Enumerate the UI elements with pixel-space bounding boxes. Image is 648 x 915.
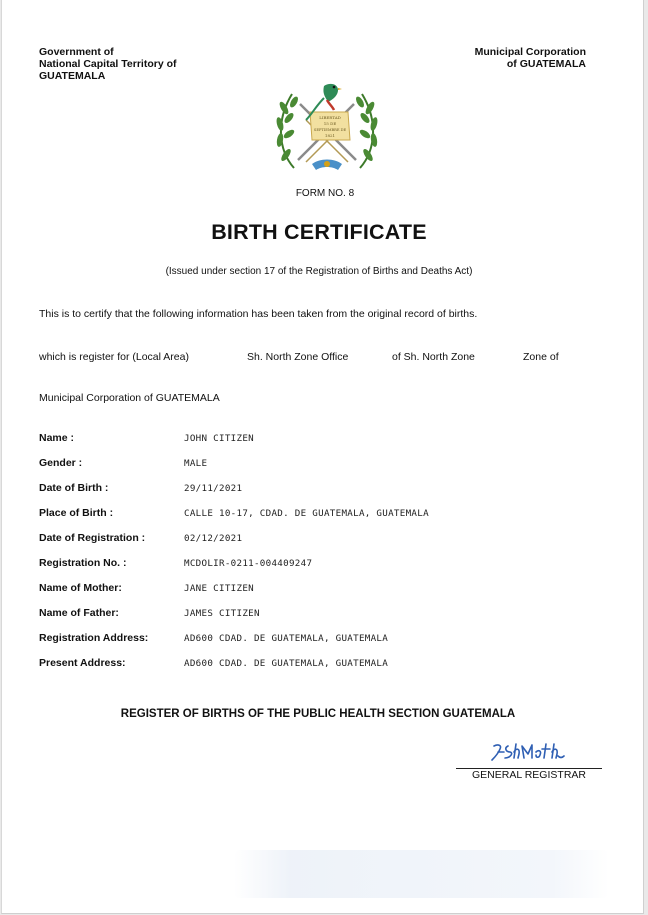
coat-of-arms-icon [272, 80, 382, 176]
register-title: REGISTER OF BIRTHS OF THE PUBLIC HEALTH SECTION GUATEMALA [120, 708, 516, 720]
signature-icon [488, 740, 568, 764]
issuer-line: National Capital Territory of [39, 58, 177, 70]
field-registration-number [39, 557, 599, 582]
field-value: JOHN CITIZEN [184, 433, 254, 444]
field-name [39, 432, 599, 457]
issuer-municipal [475, 46, 586, 70]
field-label: Gender : [39, 457, 83, 469]
field-label: Name : [39, 432, 75, 444]
certify-statement: This is to certify that the following information has been taken from the original record of births. [39, 308, 478, 320]
svg-text:SEPTIEMBRE DE: SEPTIEMBRE DE [313, 128, 347, 132]
form-number: FORM NO. 8 [295, 188, 355, 199]
issuer-line: GUATEMALA [39, 70, 106, 82]
svg-text:1821: 1821 [324, 133, 336, 138]
field-value: MALE [184, 458, 208, 469]
field-value: MCDOLIR-0211-004409247 [184, 558, 313, 569]
zone-name: of Sh. North Zone [392, 351, 475, 363]
municipal-corporation-line: Municipal Corporation of GUATEMALA [39, 392, 220, 404]
field-name-of-father [39, 607, 599, 632]
certificate-page [1, 0, 644, 914]
svg-text:15 DE: 15 DE [323, 121, 337, 126]
field-value: 29/11/2021 [184, 483, 243, 494]
zone-of-label: Zone of [523, 351, 559, 363]
field-registration-address [39, 632, 599, 657]
field-value: 02/12/2021 [184, 533, 243, 544]
register-for-label: which is register for (Local Area) [39, 351, 189, 363]
field-place-of-birth [39, 507, 599, 532]
field-label: Name of Father: [39, 607, 119, 619]
field-label: Registration No. : [39, 557, 127, 569]
issuer-government [39, 46, 177, 82]
issuer-line: of GUATEMALA [506, 58, 586, 70]
field-date-of-registration [39, 532, 599, 557]
svg-text:LIBERTAD: LIBERTAD [319, 115, 341, 120]
signatory-title: GENERAL REGISTRAR [472, 769, 586, 781]
field-value: JAMES CITIZEN [184, 608, 260, 619]
field-label: Place of Birth : [39, 507, 114, 519]
field-gender [39, 457, 599, 482]
issuer-line: Municipal Corporation [474, 46, 586, 58]
field-name-of-mother [39, 582, 599, 607]
field-label: Registration Address: [39, 632, 149, 644]
field-present-address [39, 657, 599, 682]
record-fields [39, 432, 599, 682]
faded-stamp-area [234, 850, 609, 898]
field-label: Date of Registration : [39, 532, 146, 544]
document-title: BIRTH CERTIFICATE [211, 220, 427, 244]
issuer-line: Government of [39, 46, 114, 58]
field-value: JANE CITIZEN [184, 583, 254, 594]
field-label: Name of Mother: [39, 582, 122, 594]
field-label: Present Address: [39, 657, 126, 669]
local-area-office: Sh. North Zone Office [247, 351, 349, 363]
field-label: Date of Birth : [39, 482, 109, 494]
field-value: AD600 CDAD. DE GUATEMALA, GUATEMALA [184, 633, 389, 644]
field-value: CALLE 10-17, CDAD. DE GUATEMALA, GUATEMALA [184, 508, 429, 519]
issued-under-note: (Issued under section 17 of the Registration of Births and Deaths Act) [165, 266, 473, 277]
field-value: AD600 CDAD. DE GUATEMALA, GUATEMALA [184, 658, 389, 669]
field-date-of-birth [39, 482, 599, 507]
